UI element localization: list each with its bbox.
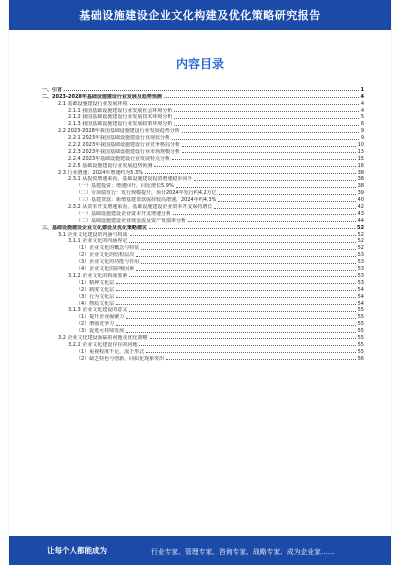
toc-entry-label: （3）促进可持续发展 xyxy=(76,328,125,335)
toc-leader-dots xyxy=(136,270,355,271)
toc-entry-page: 56 xyxy=(357,355,364,362)
toc-entry-label: 2.3 行业增速：2024年增速约为5.3% xyxy=(58,169,143,176)
toc-leader-dots xyxy=(174,118,358,119)
toc-entry-page: 38 xyxy=(357,183,364,190)
toc-leader-dots xyxy=(141,249,355,250)
toc-entry[interactable] xyxy=(42,327,364,334)
toc-entry-page: 55 xyxy=(357,348,364,355)
toc-entry[interactable] xyxy=(42,355,364,362)
toc-entry[interactable] xyxy=(42,107,364,114)
toc-leader-dots xyxy=(164,97,359,98)
toc-entry[interactable] xyxy=(42,348,364,355)
toc-entry[interactable] xyxy=(42,162,364,169)
toc-leader-dots xyxy=(129,242,355,243)
toc-entry[interactable] xyxy=(42,127,364,134)
toc-entry[interactable] xyxy=(42,189,364,196)
toc-leader-dots xyxy=(172,159,356,160)
toc-entry[interactable] xyxy=(42,134,364,141)
toc-leader-dots xyxy=(129,311,355,312)
toc-entry-page: 52 xyxy=(357,224,364,231)
toc-entry-label: 2.3.2 从资本开支增速来看，基础设施建设企业资本开支保持增长 xyxy=(68,204,213,211)
toc-entry-page: 54 xyxy=(357,293,364,300)
toc-entry-label: （2）增强竞争力 xyxy=(76,321,115,328)
toc-entry-page: 55 xyxy=(357,314,364,321)
toc-entry-page: 54 xyxy=(357,286,364,293)
toc-entry[interactable] xyxy=(42,231,364,238)
toc-entry-label: （2）制度文化层 xyxy=(76,286,115,293)
toc-entry-page: 4 xyxy=(360,100,364,107)
toc-entry-label: （一）基建投资：增速回升，同比增长5.9% xyxy=(76,183,174,190)
toc-entry[interactable] xyxy=(42,307,364,314)
toc-entry[interactable] xyxy=(42,203,364,210)
toc-entry[interactable] xyxy=(42,155,364,162)
toc-entry[interactable] xyxy=(42,224,364,231)
toc-entry-label: 一、引言 xyxy=(42,86,63,93)
toc-entry[interactable] xyxy=(42,272,364,279)
toc-entry-page: 10 xyxy=(357,142,364,149)
toc-entry-page: 9 xyxy=(360,135,364,142)
toc-leader-dots xyxy=(130,235,356,236)
toc-entry-label: 2.2.2 2023年我国基础设施建设行业竞争格局分析 xyxy=(68,142,181,149)
toc-entry[interactable] xyxy=(42,293,364,300)
toc-entry-page: 5 xyxy=(360,114,364,121)
toc-entry-label: （4）企业文化的影响因素 xyxy=(76,266,135,273)
toc-leader-dots xyxy=(176,187,356,188)
toc-leader-dots xyxy=(182,132,359,133)
toc-leader-dots xyxy=(173,214,356,215)
toc-entry-page: 53 xyxy=(357,259,364,266)
toc-leader-dots xyxy=(166,359,355,360)
toc-leader-dots xyxy=(145,173,356,174)
toc-leader-dots xyxy=(150,338,356,339)
toc-entry-label: （4）物质文化层 xyxy=(76,300,115,307)
toc-entry-page: 43 xyxy=(357,210,364,217)
toc-entry-page: 55 xyxy=(357,328,364,335)
toc-entry-page: 13 xyxy=(357,148,364,155)
toc-leader-dots xyxy=(116,297,355,298)
table-of-contents xyxy=(42,86,364,362)
footer-slogan-left: 让每个人都能成为 xyxy=(47,546,107,555)
toc-entry[interactable] xyxy=(42,320,364,327)
toc-entry[interactable] xyxy=(42,176,364,183)
toc-entry-label: （二）专项债发行：发行规模提升，预计2024年发行约4.2万亿 xyxy=(76,190,217,197)
toc-entry-label: 2.1 基础设施建设行业发展环境 xyxy=(58,100,128,107)
toc-entry-label: 3.1.1 企业文化的内涵界定 xyxy=(68,238,128,245)
toc-entry-label: （2）缺乏特色与创新，同质化现象突出 xyxy=(76,355,165,362)
report-header xyxy=(9,0,391,30)
toc-entry-page: 52 xyxy=(357,238,364,245)
toc-heading: 内容目录 xyxy=(175,57,224,71)
toc-entry[interactable] xyxy=(42,86,364,93)
toc-leader-dots xyxy=(130,104,359,105)
toc-entry-page: 40 xyxy=(357,197,364,204)
report-title: 基础设施建设企业文化构建及优化策略研究报告 xyxy=(79,9,321,22)
toc-entry[interactable] xyxy=(42,244,364,251)
toc-leader-dots xyxy=(182,146,356,147)
toc-entry[interactable] xyxy=(42,141,364,148)
toc-entry[interactable] xyxy=(42,100,364,107)
toc-entry-label: （三）基建贷款：新增基建贷款保持较高增速，2024年约4.3% xyxy=(76,197,217,204)
toc-entry[interactable] xyxy=(42,258,364,265)
toc-entry[interactable] xyxy=(42,300,364,307)
toc-entry-page: 39 xyxy=(357,190,364,197)
toc-entry-page: 53 xyxy=(357,279,364,286)
toc-leader-dots xyxy=(194,180,355,181)
toc-entry[interactable] xyxy=(42,114,364,121)
toc-entry-page: 55 xyxy=(357,321,364,328)
toc-entry-page: 1 xyxy=(360,86,364,93)
toc-entry-label: 二、2023-2028年基础设施建设行业发展及趋势预测 xyxy=(42,93,162,100)
toc-entry-label: （1）企业文化的概念与特征 xyxy=(76,245,140,252)
toc-entry-label: （1）精神文化层 xyxy=(76,279,115,286)
toc-leader-dots xyxy=(116,283,355,284)
toc-entry-label: 3.1.2 企业文化的构成要素 xyxy=(68,272,128,279)
toc-leader-dots xyxy=(174,125,358,126)
toc-entry-page: 55 xyxy=(357,341,364,348)
toc-leader-dots xyxy=(182,152,356,153)
toc-entry-label: 2.2.3 2023年我国基础设施建设行业市场规模分析 xyxy=(68,148,181,155)
toc-leader-dots xyxy=(218,201,355,202)
toc-leader-dots xyxy=(116,290,355,291)
toc-entry[interactable] xyxy=(42,210,364,217)
toc-entry-page: 16 xyxy=(357,162,364,169)
toc-entry-page: 38 xyxy=(357,169,364,176)
toc-entry-page: 52 xyxy=(357,245,364,252)
toc-leader-dots xyxy=(139,345,355,346)
toc-entry[interactable] xyxy=(42,217,364,224)
toc-entry[interactable] xyxy=(42,265,364,272)
toc-entry-page: 55 xyxy=(357,334,364,341)
toc-entry[interactable] xyxy=(42,148,364,155)
toc-entry-page: 53 xyxy=(357,252,364,259)
toc-entry-page: 4 xyxy=(360,93,364,100)
toc-leader-dots xyxy=(64,90,359,91)
toc-entry-page: 54 xyxy=(357,300,364,307)
toc-entry[interactable] xyxy=(42,279,364,286)
toc-leader-dots xyxy=(154,166,355,167)
toc-entry-page: 55 xyxy=(357,307,364,314)
toc-entry-label: 2.2 2023-2028年我国基础设施建设行业发展趋势分析 xyxy=(58,128,180,135)
toc-entry-label: （1）重视程度不足，流于形式 xyxy=(76,348,145,355)
toc-leader-dots xyxy=(172,139,359,140)
toc-entry-label: （二）基础设施建设企业现金流及资产负债率分析 xyxy=(76,217,187,224)
toc-entry[interactable] xyxy=(42,286,364,293)
toc-leader-dots xyxy=(136,256,355,257)
toc-leader-dots xyxy=(129,276,355,277)
toc-entry[interactable] xyxy=(42,238,364,245)
toc-leader-dots xyxy=(116,325,355,326)
toc-entry-label: 3.1 企业文化建设的内涵与构成 xyxy=(58,231,128,238)
toc-entry-page: 9 xyxy=(360,128,364,135)
toc-entry-label: （一）基础设施建设企业资本开支增速分析 xyxy=(76,210,172,217)
toc-leader-dots xyxy=(149,228,355,229)
toc-entry-label: 2.3.1 从投资增速来看，基础设施建设投资增速稳步回升 xyxy=(68,176,193,183)
toc-entry-page: 53 xyxy=(357,272,364,279)
toc-entry[interactable] xyxy=(42,93,364,100)
toc-entry[interactable] xyxy=(42,313,364,320)
toc-leader-dots xyxy=(146,352,355,353)
toc-entry-page: 44 xyxy=(357,217,364,224)
toc-entry-page: 52 xyxy=(357,231,364,238)
toc-entry-label: 3.1.3 企业文化建设的意义 xyxy=(68,307,128,314)
toc-entry[interactable] xyxy=(42,334,364,341)
toc-entry-label: 2.2.4 2023年基础设施建设行业发展特点分析 xyxy=(68,155,171,162)
toc-entry-label: （3）企业文化的功能与作用 xyxy=(76,259,140,266)
toc-leader-dots xyxy=(116,304,355,305)
toc-entry[interactable] xyxy=(42,341,364,348)
toc-entry-label: （2）企业文化的结构层次 xyxy=(76,252,135,259)
toc-leader-dots xyxy=(141,263,355,264)
toc-entry-page: 53 xyxy=(357,266,364,273)
toc-entry-label: 2.1.2 我国基础设施建设行业发展技术环境分析 xyxy=(68,114,173,121)
toc-entry-page: 6 xyxy=(360,121,364,128)
toc-entry-page: 42 xyxy=(357,204,364,211)
toc-entry-page: 38 xyxy=(357,176,364,183)
toc-leader-dots xyxy=(174,111,358,112)
toc-entry-label: 2.1.1 我国基础设施建设行业发展社会环境分析 xyxy=(68,107,173,114)
toc-leader-dots xyxy=(126,318,355,319)
toc-entry[interactable] xyxy=(42,196,364,203)
toc-entry-label: （1）提升企业凝聚力 xyxy=(76,314,125,321)
toc-entry[interactable] xyxy=(42,182,364,189)
toc-entry[interactable] xyxy=(42,120,364,127)
footer-slogan-right: 行业专家、管理专家、咨询专家、战略专家、成为企业家…… xyxy=(151,547,335,556)
report-footer xyxy=(9,536,391,565)
toc-leader-dots xyxy=(214,208,355,209)
toc-entry-page: 4 xyxy=(360,107,364,114)
toc-entry-label: 3.2.1 企业文化建设存在的问题 xyxy=(68,341,138,348)
toc-leader-dots xyxy=(188,221,356,222)
toc-entry-label: （3）行为文化层 xyxy=(76,293,115,300)
toc-entry-page: 15 xyxy=(357,155,364,162)
toc-leader-dots xyxy=(126,332,355,333)
toc-entry-label: 2.2.5 基础设施建设行业发展趋势预测 xyxy=(68,162,153,169)
toc-entry[interactable] xyxy=(42,169,364,176)
toc-entry-label: 三、基础设施建设企业文化建设及优化策略建议 xyxy=(42,224,148,231)
toc-entry-label: 3.2 企业文化建设面临的问题及优化策略 xyxy=(58,334,148,341)
document-page xyxy=(9,0,391,565)
toc-entry-label: 2.1.3 我国基础设施建设行业发展政策环境分析 xyxy=(68,121,173,128)
toc-entry-label: 2.2.1 2023年我国基础设施建设行业现状分析 xyxy=(68,135,171,142)
toc-leader-dots xyxy=(219,194,356,195)
toc-entry[interactable] xyxy=(42,251,364,258)
